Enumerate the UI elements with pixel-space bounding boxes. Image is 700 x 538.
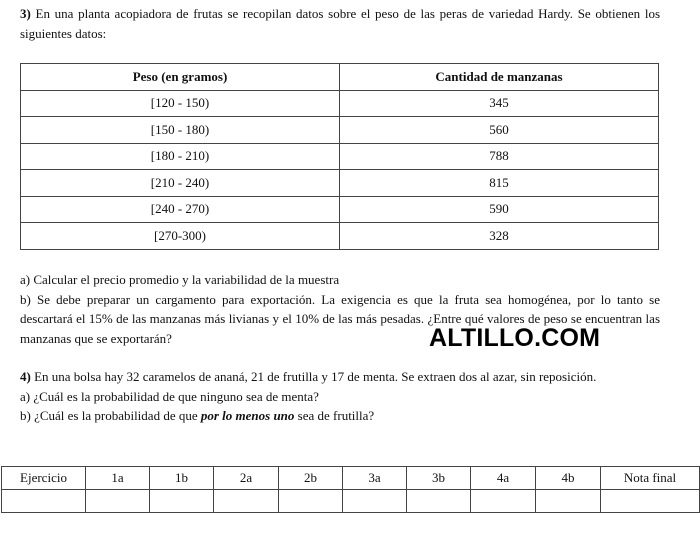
problem-4: [20, 367, 660, 426]
grade-value-cell: [2, 490, 86, 513]
quantity-cell: 560: [340, 117, 659, 144]
header-quantity: Cantidad de manzanas: [340, 64, 659, 91]
grade-header-1b: 1b: [150, 467, 214, 490]
problem-4-item-b-pre: b) ¿Cuál es la probabilidad de que: [20, 408, 198, 423]
header-weight: Peso (en gramos): [21, 64, 340, 91]
grade-value-cell: [279, 490, 343, 513]
problem-3-number: 3): [20, 6, 31, 21]
problem-3-item-a: a) Calcular el precio promedio y la variabilidad de la muestra: [20, 272, 340, 287]
weight-range-cell: [120 - 150): [21, 90, 340, 117]
grades-table: [1, 466, 700, 513]
grade-value-cell: [150, 490, 214, 513]
grades-values-row: [2, 490, 700, 513]
problem-4-item-b: [20, 406, 660, 426]
quantity-cell: 815: [340, 170, 659, 197]
problem-3-intro: [20, 4, 660, 43]
grade-header-1a: 1a: [86, 467, 150, 490]
grade-header-2a: 2a: [214, 467, 279, 490]
grade-value-cell: [536, 490, 601, 513]
weight-table-header-row: [21, 64, 659, 91]
grade-value-cell: [471, 490, 536, 513]
quantity-cell: 590: [340, 196, 659, 223]
table-row: [21, 90, 659, 117]
table-row: [21, 143, 659, 170]
weight-table: [20, 63, 659, 250]
quantity-cell: 345: [340, 90, 659, 117]
grade-header-ejercicio: Ejercicio: [2, 467, 86, 490]
watermark-logo: ALTILLO.COM: [429, 324, 601, 352]
grade-header-3a: 3a: [343, 467, 407, 490]
quantity-cell: 788: [340, 143, 659, 170]
grade-value-cell: [407, 490, 471, 513]
problem-4-item-b-emphasis: por lo menos uno: [200, 408, 295, 423]
problem-4-item-b-post: sea de frutilla?: [297, 408, 375, 423]
table-row: [21, 170, 659, 197]
grade-header-2b: 2b: [279, 467, 343, 490]
grade-value-cell: [86, 490, 150, 513]
grades-header-row: [2, 467, 700, 490]
problem-4-item-a: a) ¿Cuál es la probabilidad de que ninguno sea de menta?: [20, 388, 319, 404]
weight-range-cell: [270-300): [21, 223, 340, 250]
grade-header-3b: 3b: [407, 467, 471, 490]
table-row: [21, 117, 659, 144]
problem-4-intro-text: En una bolsa hay 32 caramelos de ananá, 21 de frutilla y 17 de menta. Se extraen dos al azar, sin reposición.: [34, 369, 597, 384]
grade-header-nota-final: Nota final: [601, 467, 700, 490]
problem-3-item-b: b) Se debe preparar un cargamento para exportación. La exigencia es que la fruta sea homogénea, por lo tanto se descartará el 15% de las manzanas más livianas y el 10% de las más pesadas. ¿Entre qué valores de peso se encuentran las manzanas que se exportarán?: [20, 291, 660, 346]
grade-value-cell: [601, 490, 700, 513]
grade-value-cell: [214, 490, 279, 513]
grade-header-4b: 4b: [536, 467, 601, 490]
weight-range-cell: [210 - 240): [21, 170, 340, 197]
weight-range-cell: [150 - 180): [21, 117, 340, 144]
table-row: [21, 196, 659, 223]
quantity-cell: 328: [340, 223, 659, 250]
grade-value-cell: [343, 490, 407, 513]
problem-3-intro-text: En una planta acopiadora de frutas se recopilan datos sobre el peso de las peras de variedad Hardy. Se obtienen los siguientes datos:: [20, 6, 661, 41]
problem-4-number: 4): [20, 369, 31, 384]
grade-header-4a: 4a: [471, 467, 536, 490]
weight-range-cell: [240 - 270): [21, 196, 340, 223]
problem-4-intro: [20, 367, 660, 387]
table-row: [21, 223, 659, 250]
weight-range-cell: [180 - 210): [21, 143, 340, 170]
